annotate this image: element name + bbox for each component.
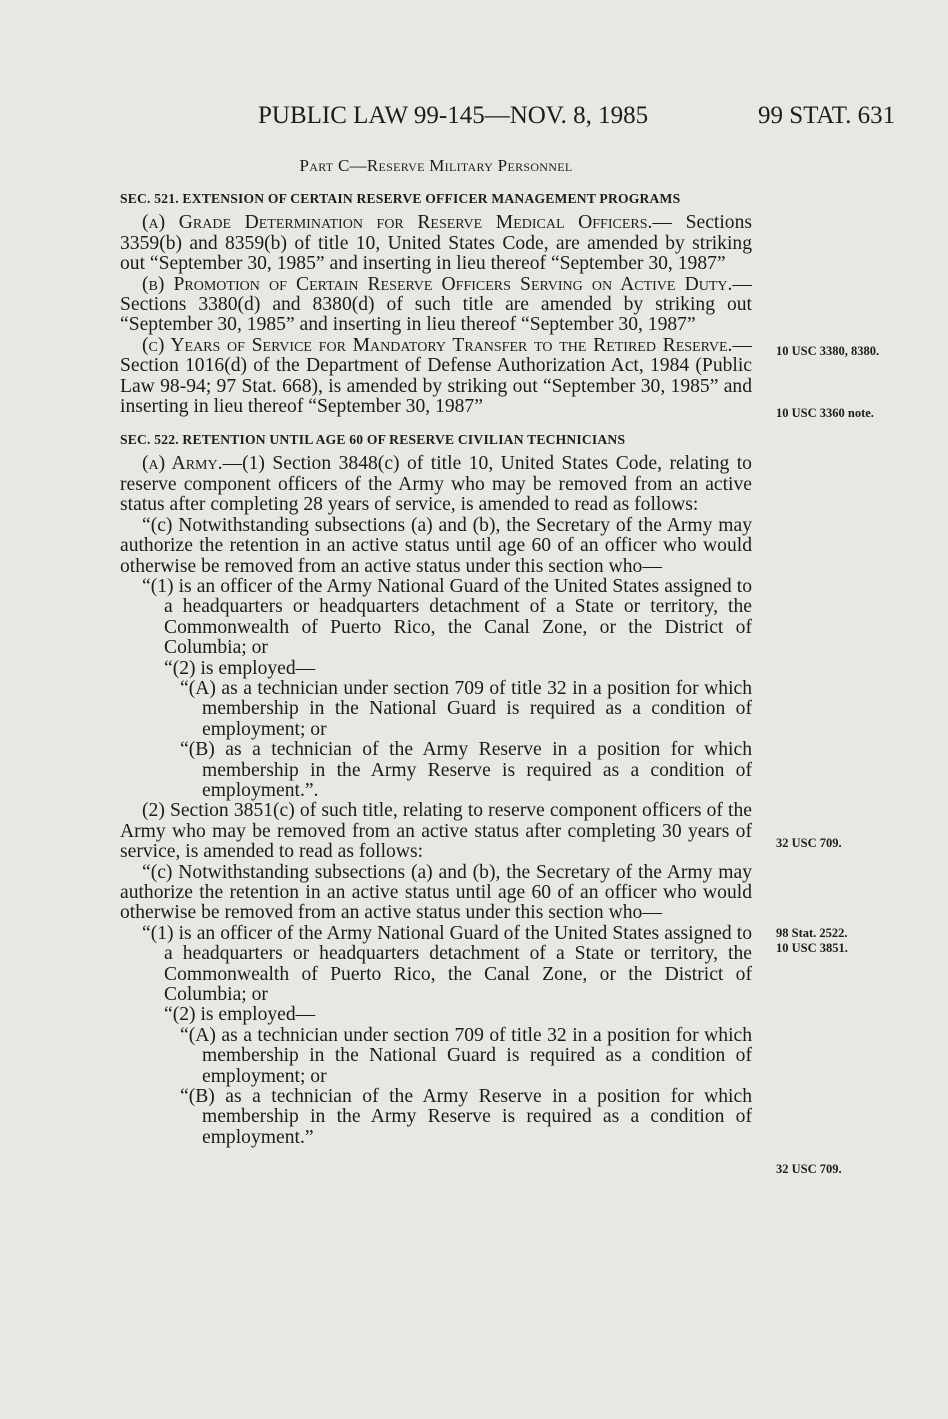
margin-note-32usc709-second: 32 USC 709. (776, 1162, 842, 1176)
law-citation: PUBLIC LAW 99-145—NOV. 8, 1985 (258, 102, 649, 129)
sec522-subsection-a2: (2) Section 3851(c) of such title, relating to reserve component officers of the Army who may be removed from an active status after completing 30 years of service, is amended to read as follows: (120, 800, 752, 863)
quoted-subparagraph-1-A: “(A) as a technician under section 709 of title 32 in a position for which membership in the National Guard is required as a condition of employment; or (180, 677, 752, 740)
subsection-text: Sections 3380(d) and 8380(d) of such title are amended by striking out “September 30, 1985” and inserting in lieu thereof “September 30, 1987” (120, 294, 752, 336)
section-522-heading: SEC. 522. RETENTION UNTIL AGE 60 OF RESERVE CIVILIAN TECHNICIANS (120, 432, 626, 448)
quoted-paragraph-2-1: “(1) is an officer of the Army National Guard of the United States assigned to a headquarters or headquarters detachment of a State or territory, the Commonwealth of Puerto Rico, the Canal Zone, or the District of Columbia; or (142, 922, 752, 1006)
quoted-paragraph-1-1: “(1) is an officer of the Army National Guard of the United States assigned to a headquarters or headquarters detachment of a State or territory, the Commonwealth of Puerto Rico, the Canal Zone, or the District of Columbia; or (142, 575, 752, 659)
margin-note-98stat2522 (776, 926, 896, 956)
part-title: Part C—Reserve Military Personnel (299, 156, 573, 175)
quoted-paragraph-2-2: “(2) is employed— (164, 1004, 316, 1026)
margin-note-line: 98 Stat. 2522. (776, 926, 848, 940)
quoted-subparagraph-2-A: “(A) as a technician under section 709 of title 32 in a position for which membership in the National Guard is required as a condition of employment; or (180, 1024, 752, 1087)
subsection-text: Section 1016(d) of the Department of Defense Authorization Act, 1984 (Public Law 98-94; 97 Stat. 668), is amended by striking out “September 30, 1985” and inserting in lieu thereof “September 30, 1987” (120, 355, 752, 418)
body-text (120, 150, 752, 1148)
section-521-heading: SEC. 521. EXTENSION OF CERTAIN RESERVE OFFICER MANAGEMENT PROGRAMS (120, 191, 681, 207)
quoted-subparagraph-1-B: “(B) as a technician of the Army Reserve in a position for which membership in the Army Reserve is required as a condition of employment.”. (180, 739, 752, 801)
stat-page-number: 99 STAT. 631 (758, 102, 896, 129)
subsection-text: Sections 3359(b) and 8359(b) of title 10, United States Code, are amended by striking out “September 30, 1985” and inserting in lieu thereof “September 30, 1987” (120, 212, 752, 275)
subsection-text: (1) Section 3848(c) of title 10, United States Code, relating to reserve component officers of the Army who may be removed from an active status after completing 28 years of service, is amended to read as follows: (120, 453, 752, 516)
margin-note-line: 10 USC 3851. (776, 941, 848, 955)
quoted-subparagraph-2-B: “(B) as a technician of the Army Reserve in a position for which membership in the Army Reserve is required as a condition of employment.” (180, 1086, 752, 1148)
subsection-caption: (b) Promotion of Certain Reserve Officers Serving on Active Duty.— (142, 273, 752, 295)
quoted-paragraph-1-2: “(2) is employed— (164, 657, 316, 679)
sec521-subsection-b (120, 275, 752, 336)
sec522-subsection-a1 (120, 454, 752, 515)
quoted-intro-2: “(c) Notwithstanding subsections (a) and (b), the Secretary of the Army may authorize the retention in an active status until age 60 of an officer who would otherwise be removed from an active status under this section who— (120, 861, 752, 924)
page-header (0, 98, 948, 138)
subsection-caption: (a) Army.— (142, 453, 243, 475)
sec521-subsection-a (120, 213, 752, 274)
margin-note-32usc709-first: 32 USC 709. (776, 836, 842, 850)
subsection-caption: (c) Years of Service for Mandatory Transfer to the Retired Reserve.— (142, 334, 752, 356)
quoted-intro-1: “(c) Notwithstanding subsections (a) and (b), the Secretary of the Army may authorize the retention in an active status until age 60 of an officer who would otherwise be removed from an active status under this section who— (120, 514, 752, 577)
sec521-subsection-c (120, 336, 752, 418)
margin-note-10usc3380: 10 USC 3380, 8380. (776, 344, 880, 358)
margin-note-10usc3360: 10 USC 3360 note. (776, 406, 874, 420)
subsection-caption: (a) Grade Determination for Reserve Medical Officers.— (142, 212, 672, 234)
